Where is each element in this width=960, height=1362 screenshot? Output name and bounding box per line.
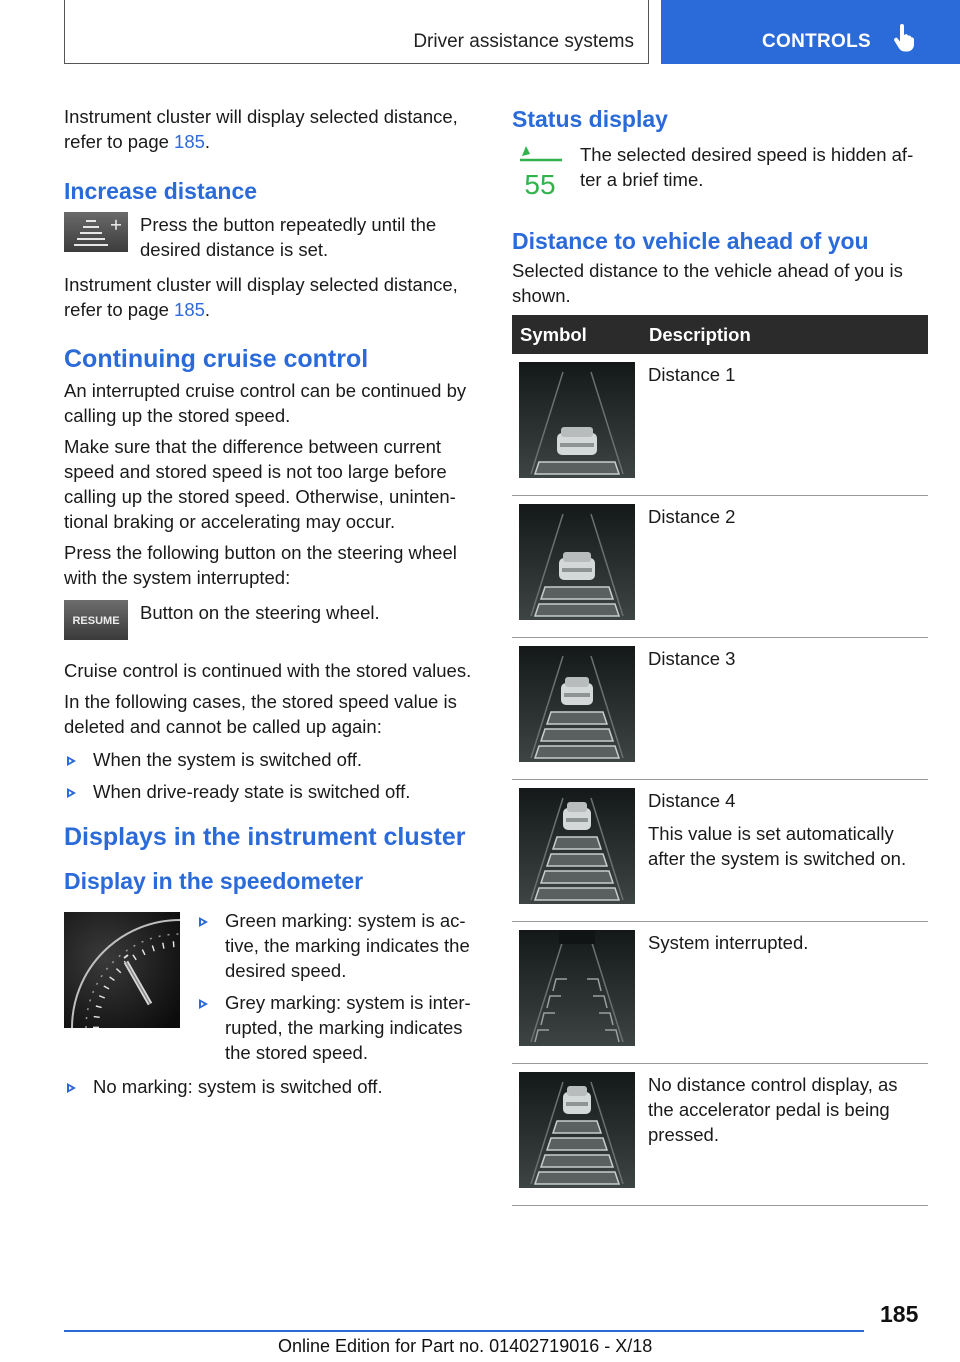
footer-divider [64, 1330, 864, 1332]
distance-symbol-image [519, 1072, 635, 1188]
increase-distance-heading: Increase distance [64, 178, 258, 204]
distance-description: Distance 2 [648, 506, 736, 527]
resume-button-label: RESUME [72, 615, 120, 627]
continuing-p1: An interrupted cruise control can be continued by calling up the stored speed. [64, 380, 467, 426]
distance-symbol-cell [512, 354, 641, 496]
distance-description-cell [641, 780, 928, 922]
distance-description-cell [641, 354, 928, 496]
distance-symbol-cell [512, 780, 641, 922]
distance-description: Distance 1 [648, 364, 736, 385]
speedometer-image [64, 912, 180, 1034]
table-row [512, 1064, 928, 1206]
status-display-text: The selected desired speed is hidden after a brief time. [580, 144, 914, 190]
status-speed-icon [512, 142, 566, 206]
increase-distance-row [64, 212, 476, 262]
distance-symbol-image [519, 362, 635, 478]
distance-symbol-image [519, 646, 635, 762]
continuing-p2: Make sure that the difference between current speed and stored speed is not too large before calling up the stored speed. Otherwise, unintentional braking or accelerating may occur. [64, 436, 456, 532]
resume-button-row [64, 600, 476, 646]
distance-symbol-cell [512, 638, 641, 780]
right-column [512, 104, 928, 1206]
list-item: When drive-ready state is switched off. [64, 779, 476, 804]
no-marking-list [64, 1074, 476, 1099]
intro-paragraph: Instrument cluster will display selected distance, refer to page 185. [64, 106, 458, 152]
footer-edition: Online Edition for Part no. 01402719016 - X/18 [278, 1336, 653, 1356]
list-item: When the system is switched off. [64, 747, 476, 772]
distance-description: No distance control display, as the accelerator pedal is being pressed. [648, 1074, 898, 1145]
speedometer-row [64, 908, 476, 1072]
distance-heading: Distance to vehicle ahead of you [512, 228, 869, 254]
increase-distance-after: Instrument cluster will display selected distance, refer to page 185. [64, 274, 458, 320]
header-section-title: Driver assistance systems [413, 31, 634, 52]
distance-intro: Selected distance to the vehicle ahead of you is shown. [512, 260, 903, 306]
continuing-p4: Cruise control is continued with the stored values. [64, 660, 472, 681]
distance-description: System interrupted. [648, 932, 809, 953]
page-ref-link[interactable]: 185 [174, 131, 205, 152]
hand-pointer-icon [893, 24, 915, 52]
status-speed-value: 55 [524, 169, 556, 200]
distance-description: Distance 4 [648, 790, 736, 811]
speedometer-list [196, 908, 476, 1065]
header-chapter-tab[interactable] [661, 0, 960, 64]
distance-description-cell [641, 496, 928, 638]
distance-symbol-cell [512, 1064, 641, 1206]
distance-table-body [512, 354, 928, 1206]
table-row [512, 780, 928, 922]
header-chapter-title: CONTROLS [762, 31, 872, 52]
distance-description-cell [641, 922, 928, 1064]
resume-button-caption: Button on the steering wheel. [140, 602, 380, 623]
table-row [512, 922, 928, 1064]
page-ref-link[interactable]: 185 [174, 299, 205, 320]
increase-distance-text: Press the button repeatedly until the desired distance is set. [140, 214, 437, 260]
list-item: Grey marking: system is interrupted, the marking indicates the stored speed. [196, 990, 476, 1065]
table-row [512, 638, 928, 780]
distance-description: Distance 3 [648, 648, 736, 669]
distance-symbol-image [519, 504, 635, 620]
distance-symbol-table [512, 315, 928, 1206]
stored-speed-deleted-list [64, 747, 476, 804]
distance-extra-note: This value is set automatically after the system is switched on. [648, 823, 907, 869]
table-row [512, 496, 928, 638]
distance-symbol-image [519, 788, 635, 904]
continuing-p3: Press the following button on the steering wheel with the system interrupted: [64, 542, 457, 588]
table-header-description: Description [641, 315, 928, 354]
list-item: No marking: system is switched off. [64, 1074, 476, 1099]
distance-symbol-cell [512, 496, 641, 638]
displays-heading: Displays in the instrument cluster [64, 823, 466, 851]
distance-description-cell [641, 1064, 928, 1206]
continuing-p5: In the following cases, the stored speed value is deleted and cannot be called up again: [64, 691, 457, 737]
page-number: 185 [880, 1301, 919, 1327]
increase-distance-button-icon [64, 212, 128, 258]
distance-description-cell [641, 638, 928, 780]
status-display-heading: Status display [512, 106, 668, 132]
status-display-row [512, 142, 928, 206]
left-column [64, 104, 476, 1106]
resume-button-icon [64, 600, 128, 646]
speedometer-heading: Display in the speedometer [64, 868, 364, 894]
continuing-heading: Continuing cruise control [64, 345, 369, 373]
distance-symbol-cell [512, 922, 641, 1064]
header-section-box [64, 0, 649, 64]
table-row [512, 354, 928, 496]
list-item: Green marking: system is active, the marking indicates the desired speed. [196, 908, 476, 983]
distance-symbol-image [519, 930, 635, 1046]
table-header-symbol: Symbol [512, 315, 641, 354]
